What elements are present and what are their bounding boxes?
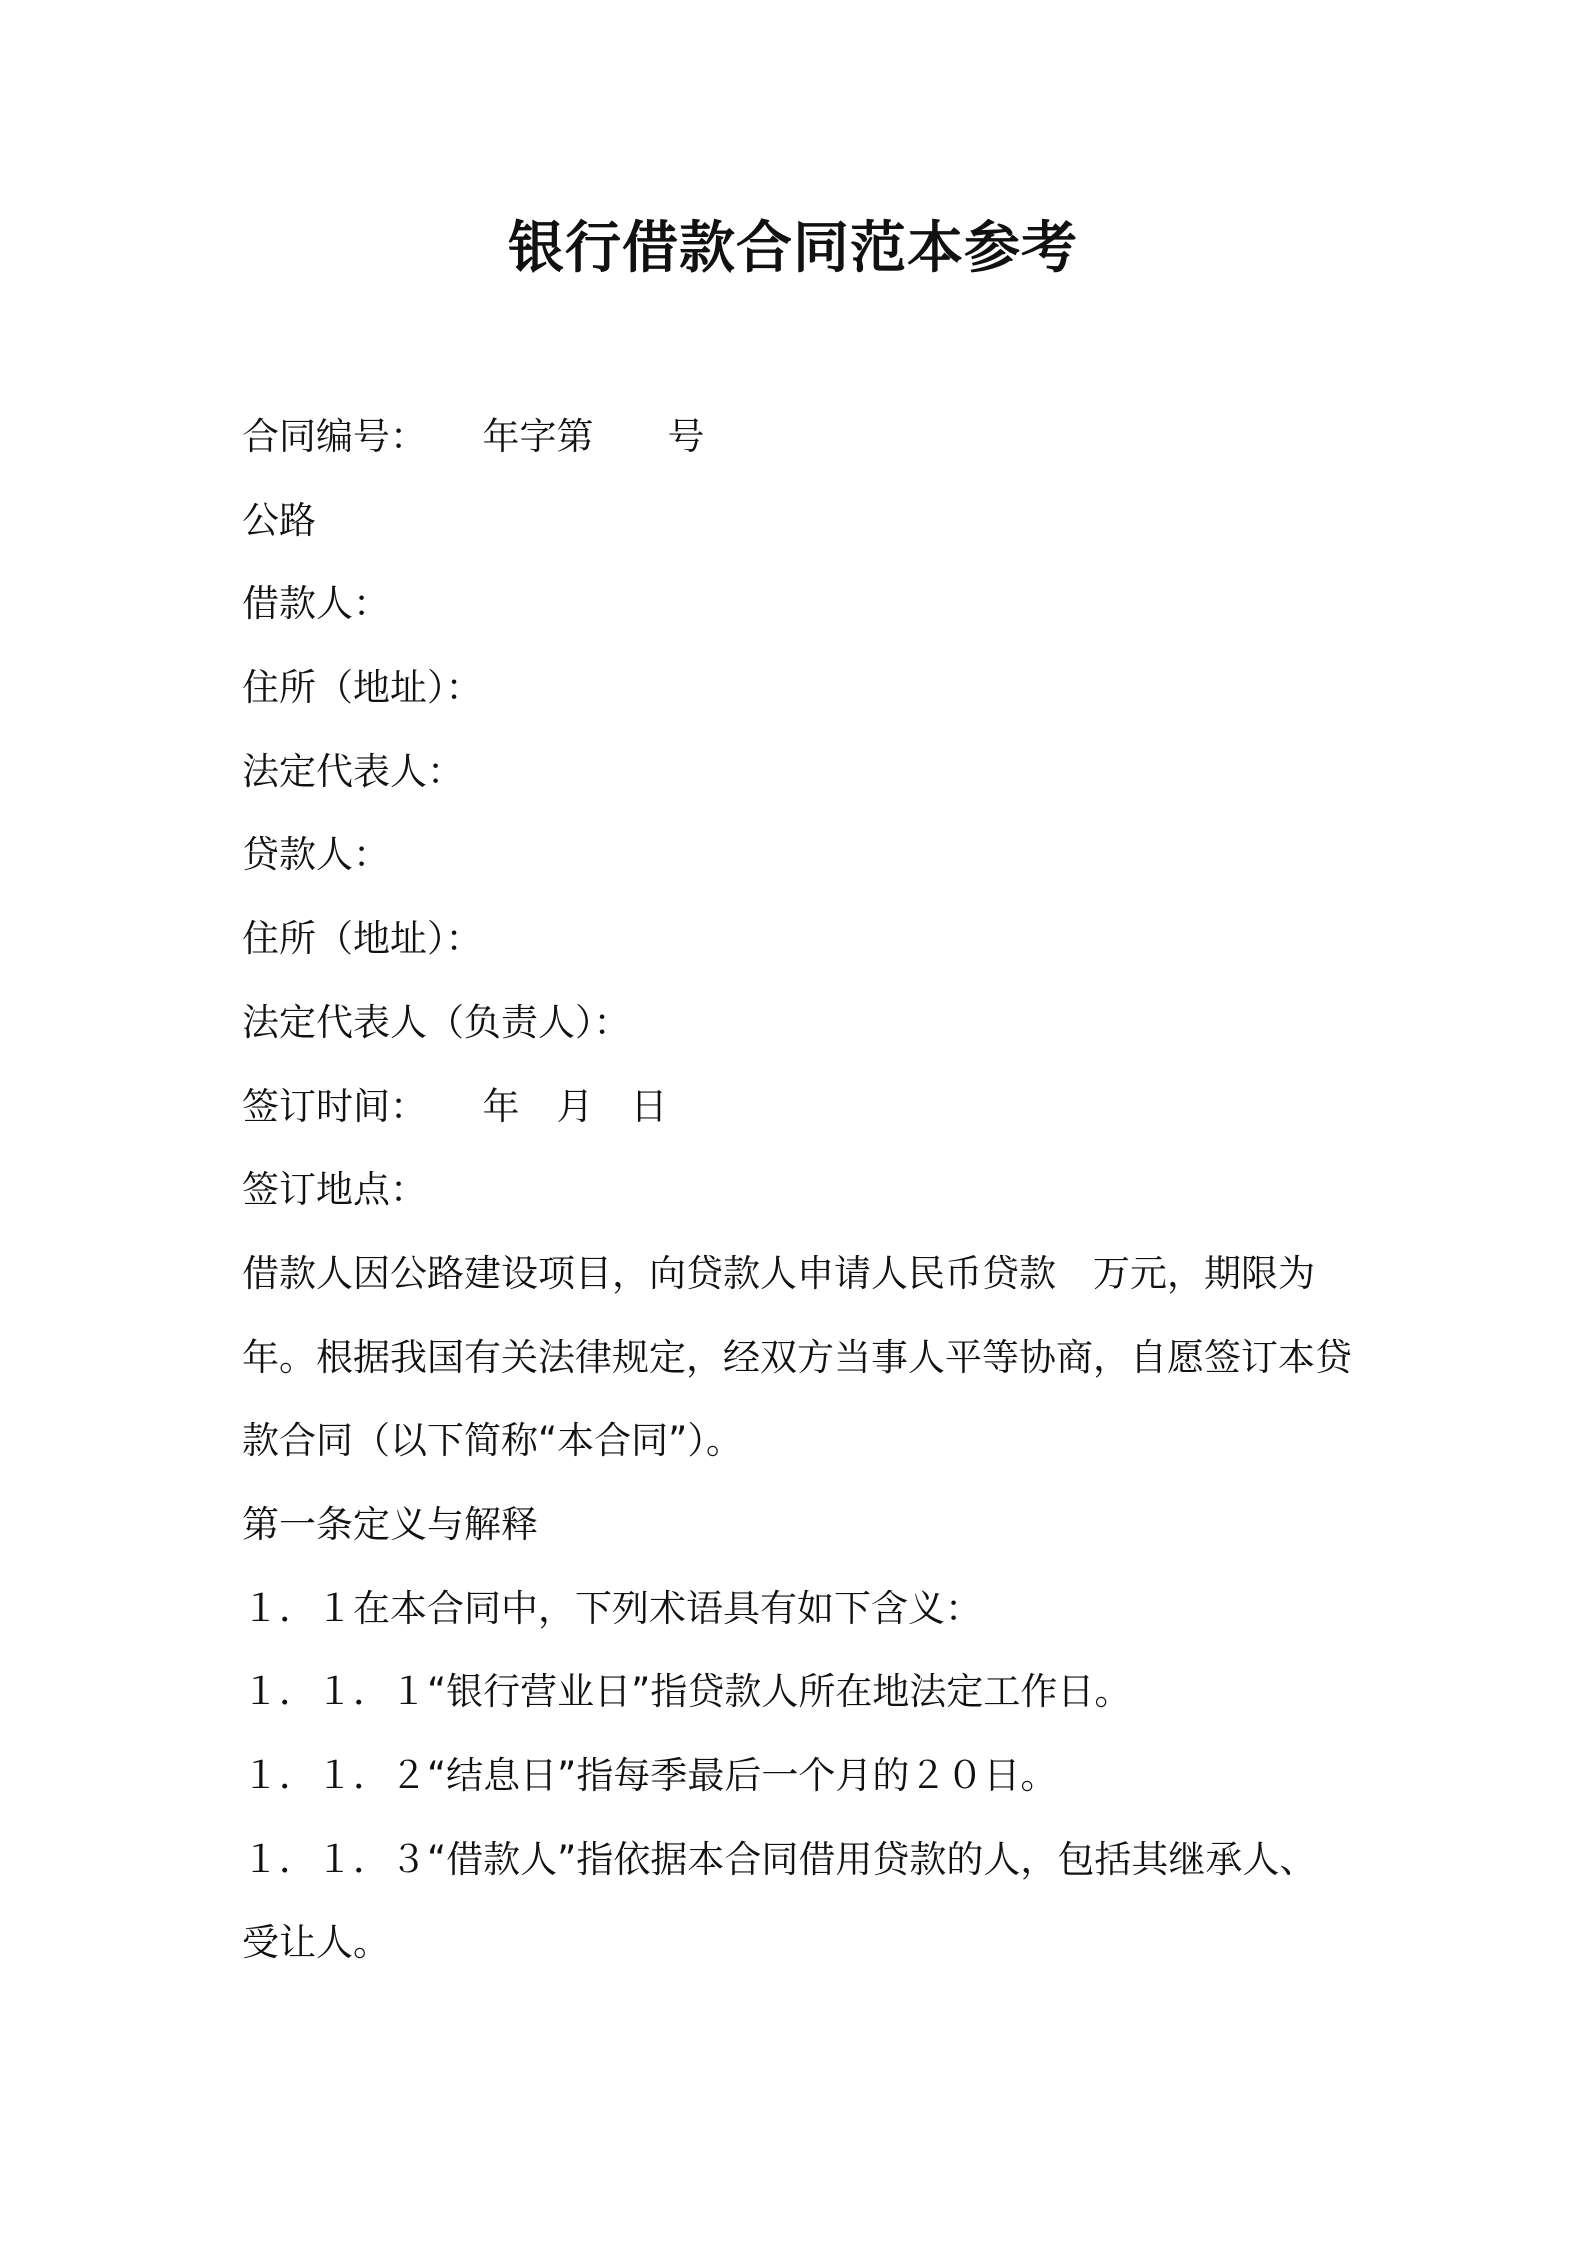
preamble-paragraph-line: 年。根据我国有关法律规定，经双方当事人平等协商，自愿签订本贷 — [242, 1335, 1352, 1379]
clause-line: １．１．３“借款人”指依据本合同借用贷款的人，包括其继承人、 — [242, 1837, 1317, 1881]
article-heading: 第一条定义与解释 — [242, 1502, 538, 1546]
lender-legal-rep-line: 法定代表人（负责人）： — [242, 1000, 631, 1044]
contract-number-line: 合同编号： 年字第 号 — [242, 415, 705, 458]
clause-line: １．１．１“银行营业日”指贷款人所在地法定工作日。 — [242, 1670, 1132, 1714]
borrower-legal-rep-line: 法定代表人： — [242, 749, 464, 793]
signing-place-line: 签订地点： — [242, 1168, 427, 1212]
project-type-line: 公路 — [242, 498, 316, 542]
clause-line: １．１．２“结息日”指每季最后一个月的２０日。 — [242, 1754, 1058, 1797]
borrower-address-line: 住所（地址）： — [242, 666, 483, 710]
borrower-line: 借款人： — [242, 582, 390, 626]
preamble-paragraph-line: 款合同（以下简称“本合同”）。 — [242, 1419, 743, 1463]
preamble-paragraph-line: 借款人因公路建设项目，向贷款人申请人民币贷款 万元，期限为 — [242, 1251, 1315, 1295]
lender-address-line: 住所（地址）： — [242, 917, 483, 961]
document-body — [242, 395, 1372, 1985]
lender-line: 贷款人： — [242, 833, 390, 877]
document-title: 银行借款合同范本参考 — [508, 216, 1078, 281]
clause-line: １．１在本合同中，下列术语具有如下含义： — [242, 1586, 982, 1630]
clause-line: 受让人。 — [242, 1921, 390, 1965]
signing-date-line: 签订时间： 年 月 日 — [242, 1084, 668, 1128]
